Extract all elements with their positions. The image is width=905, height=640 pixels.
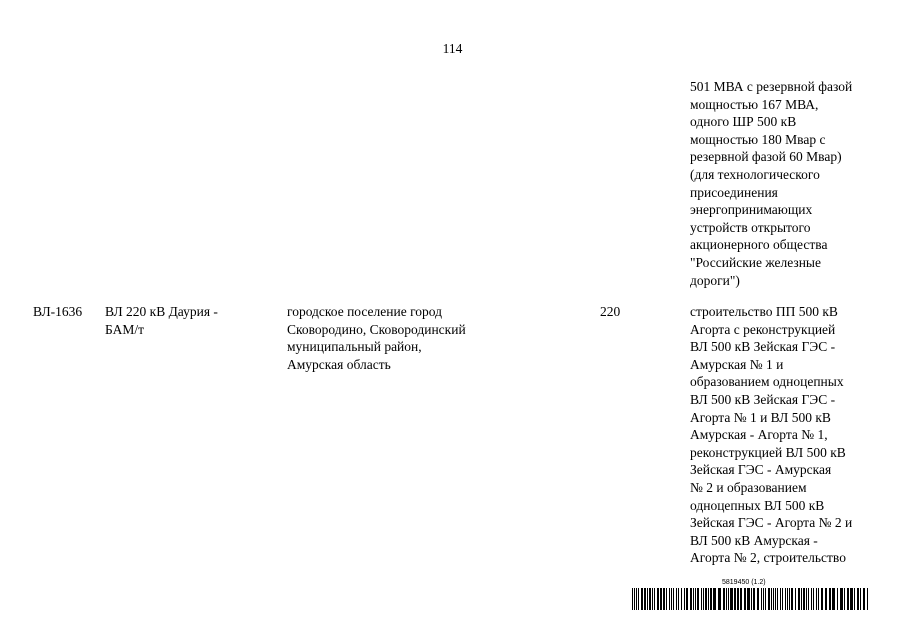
barcode-bar <box>636 588 637 610</box>
barcode-bar <box>821 588 823 610</box>
barcode-bar <box>730 588 733 610</box>
line-location <box>287 303 466 373</box>
barcode-bar <box>649 588 651 610</box>
text-line: одноцепных ВЛ 500 кВ <box>690 497 825 513</box>
line-name <box>105 303 218 338</box>
barcode-bar <box>808 588 809 610</box>
barcode-bar <box>710 588 712 610</box>
barcode-bar <box>713 588 716 610</box>
barcode-bar <box>644 588 646 610</box>
barcode-bar <box>798 588 800 610</box>
barcode-bar <box>785 588 786 610</box>
barcode-bar <box>775 588 776 610</box>
text-line: городское поселение город <box>287 304 443 319</box>
barcode-bar <box>747 588 750 610</box>
barcode-bar <box>777 588 778 610</box>
text-line: Агорта с реконструкцией <box>690 321 836 337</box>
barcode-bar <box>757 588 759 610</box>
barcode-bar <box>723 588 725 610</box>
text-line: устройств открытого <box>690 219 811 235</box>
text-line: акционерного общества <box>690 237 828 253</box>
text-line: Зейская ГЭС - Агорта № 2 и <box>690 515 853 531</box>
text-line: Амурская область <box>287 356 391 372</box>
barcode-bars <box>630 588 870 610</box>
barcode-bar <box>718 588 721 610</box>
barcode <box>630 579 870 613</box>
text-line: Агорта № 1 и ВЛ 500 кВ <box>690 409 831 425</box>
text-line: Агорта № 2, строительство <box>690 550 846 566</box>
barcode-bar <box>811 588 812 610</box>
text-line: дороги") <box>690 272 740 288</box>
barcode-bar <box>816 588 817 610</box>
barcode-bar <box>791 588 793 610</box>
text-line: Амурская № 1 и <box>690 356 784 372</box>
barcode-bar <box>813 588 814 610</box>
text-line: мощностью 180 Мвар с <box>690 131 826 147</box>
barcode-bar <box>765 588 766 610</box>
barcode-bar <box>638 588 639 610</box>
barcode-bar <box>850 588 853 610</box>
barcode-bar <box>705 588 707 610</box>
barcode-bar <box>740 588 742 610</box>
barcode-bar <box>744 588 746 610</box>
barcode-bar <box>867 588 868 610</box>
barcode-bar <box>801 588 802 610</box>
barcode-bar <box>860 588 861 610</box>
barcode-bar <box>657 588 659 610</box>
barcode-bar <box>669 588 670 610</box>
barcode-bar <box>763 588 764 610</box>
text-line: Амурская - Агорта № 1, <box>690 427 828 443</box>
line-measures <box>690 303 852 567</box>
barcode-bar <box>632 588 633 610</box>
text-line: БАМ/т <box>105 321 144 337</box>
barcode-bar <box>726 588 727 610</box>
line-code: ВЛ-1636 <box>33 304 83 319</box>
barcode-bar <box>818 588 819 610</box>
text-line: ВЛ 500 кВ Зейская ГЭС - <box>690 391 836 407</box>
barcode-bar <box>690 588 692 610</box>
barcode-bar <box>734 588 736 610</box>
barcode-bar <box>676 588 677 610</box>
text-line: "Российские железные <box>690 254 821 270</box>
barcode-bar <box>652 588 653 610</box>
line-voltage: 220 <box>600 304 621 319</box>
continued-measures-text <box>690 78 852 289</box>
barcode-bar <box>782 588 783 610</box>
barcode-bar <box>789 588 790 610</box>
text-line: № 2 и образованием <box>690 479 807 495</box>
barcode-bar <box>695 588 696 610</box>
barcode-bar <box>795 588 796 610</box>
barcode-bar <box>647 588 648 610</box>
text-line: энергопринимающих <box>690 202 813 218</box>
barcode-bar <box>693 588 694 610</box>
barcode-bar <box>751 588 752 610</box>
text-line: Зейская ГЭС - Амурская <box>690 462 832 478</box>
text-line: резервной фазой 60 Мвар) <box>690 149 842 165</box>
barcode-bar <box>663 588 665 610</box>
text-line: ВЛ 220 кВ Даурия - <box>105 304 218 319</box>
barcode-bar <box>829 588 831 610</box>
text-line: муниципальный район, <box>287 339 422 355</box>
barcode-bar <box>773 588 774 610</box>
text-line: ВЛ 500 кВ Зейская ГЭС - <box>690 339 836 355</box>
barcode-bar <box>671 588 672 610</box>
barcode-bar <box>840 588 843 610</box>
barcode-bar <box>666 588 667 610</box>
text-line: ВЛ 500 кВ Амурская - <box>690 532 818 548</box>
barcode-id: 5819450 (1.2) <box>722 579 766 586</box>
text-line: присоединения <box>690 184 778 200</box>
text-line: одного ШР 500 кВ <box>690 114 797 130</box>
barcode-bar <box>803 588 805 610</box>
barcode-bar <box>678 588 679 610</box>
barcode-bar <box>844 588 845 610</box>
barcode-bar <box>654 588 655 610</box>
barcode-bar <box>854 588 855 610</box>
page-number: 114 <box>442 41 463 56</box>
barcode-bar <box>634 588 635 610</box>
barcode-bar <box>806 588 807 610</box>
barcode-bar <box>847 588 849 610</box>
text-line: 501 МВА с резервной фазой <box>690 79 853 94</box>
barcode-bar <box>681 588 682 610</box>
text-line: Сковородино, Сковородинский <box>287 321 466 337</box>
text-line: строительство ПП 500 кВ <box>690 304 838 319</box>
text-line: образованием одноцепных <box>690 374 844 390</box>
barcode-bar <box>641 588 643 610</box>
barcode-bar <box>761 588 762 610</box>
barcode-bar <box>771 588 772 610</box>
barcode-bar <box>703 588 704 610</box>
barcode-bar <box>825 588 827 610</box>
barcode-bar <box>660 588 662 610</box>
text-line: (для технологического <box>690 166 820 182</box>
barcode-bar <box>684 588 685 610</box>
barcode-bar <box>686 588 688 610</box>
barcode-bar <box>673 588 674 610</box>
barcode-bar <box>701 588 702 610</box>
barcode-bar <box>863 588 865 610</box>
barcode-bar <box>832 588 835 610</box>
barcode-bar <box>837 588 838 610</box>
barcode-bar <box>728 588 729 610</box>
text-line: мощностью 167 МВА, <box>690 96 819 112</box>
barcode-bar <box>753 588 755 610</box>
barcode-bar <box>697 588 699 610</box>
barcode-bar <box>787 588 788 610</box>
barcode-bar <box>708 588 709 610</box>
barcode-bar <box>857 588 859 610</box>
barcode-bar <box>780 588 781 610</box>
barcode-bar <box>768 588 770 610</box>
text-line: реконструкцией ВЛ 500 кВ <box>690 444 846 460</box>
barcode-bar <box>737 588 739 610</box>
